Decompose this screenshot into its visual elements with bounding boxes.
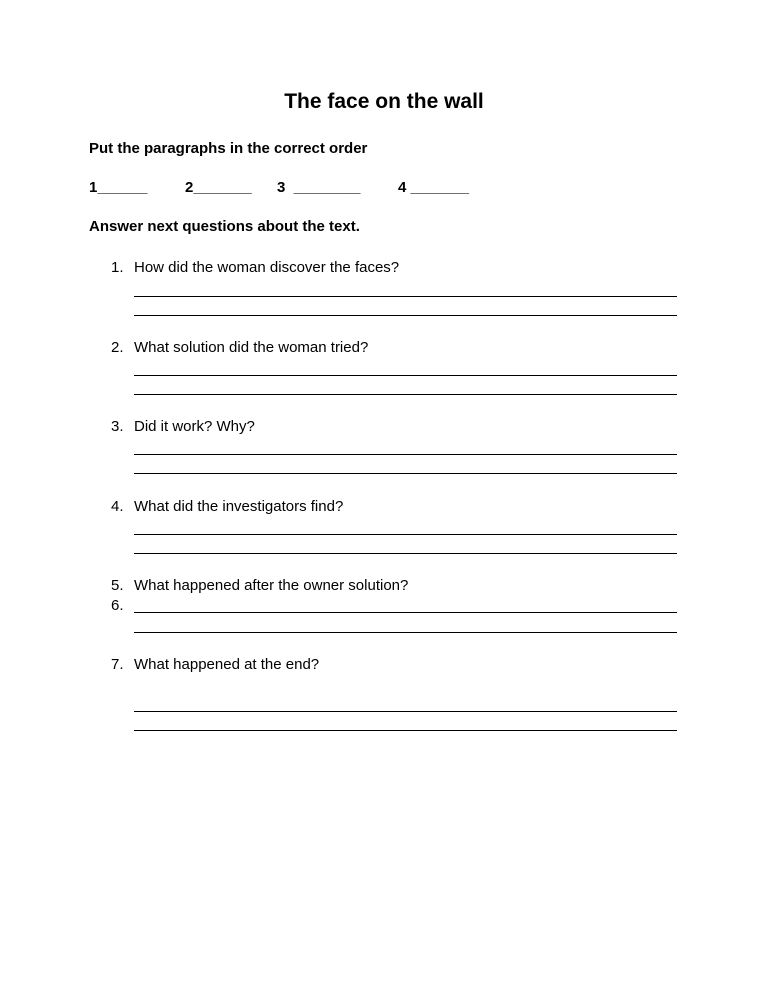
- question-text: What solution did the woman tried?: [134, 339, 369, 356]
- question-number: 3.: [111, 418, 124, 435]
- order-blank-1[interactable]: 1______: [89, 179, 148, 196]
- question-number: 7.: [111, 656, 124, 673]
- question-text: What happened after the owner solution?: [134, 577, 409, 594]
- answer-line[interactable]: [134, 473, 677, 474]
- order-blank-2[interactable]: 2_______: [185, 179, 252, 196]
- answer-line[interactable]: [134, 711, 677, 712]
- question-text: What did the investigators find?: [134, 498, 344, 515]
- answer-line[interactable]: [134, 553, 677, 554]
- question-number: 4.: [111, 498, 124, 515]
- answer-line[interactable]: [134, 612, 677, 613]
- answer-line[interactable]: [134, 315, 677, 316]
- order-blank-3[interactable]: 3 ________: [277, 179, 361, 196]
- question-number: 2.: [111, 339, 124, 356]
- order-blank-4[interactable]: 4 _______: [398, 179, 469, 196]
- answer-line[interactable]: [134, 534, 677, 535]
- question-number: 1.: [111, 259, 124, 276]
- questions-heading: Answer next questions about the text.: [89, 218, 360, 235]
- answer-line[interactable]: [134, 454, 677, 455]
- answer-line[interactable]: [134, 296, 677, 297]
- answer-line[interactable]: [134, 375, 677, 376]
- question-number: 5.: [111, 577, 124, 594]
- answer-line[interactable]: [134, 632, 677, 633]
- question-text: How did the woman discover the faces?: [134, 259, 400, 276]
- question-text: What happened at the end?: [134, 656, 320, 673]
- answer-line[interactable]: [134, 730, 677, 731]
- question-text: Did it work? Why?: [134, 418, 255, 435]
- question-number: 6.: [111, 597, 124, 614]
- worksheet-title: The face on the wall: [284, 90, 484, 113]
- answer-line[interactable]: [134, 394, 677, 395]
- order-instruction: Put the paragraphs in the correct order: [89, 140, 368, 157]
